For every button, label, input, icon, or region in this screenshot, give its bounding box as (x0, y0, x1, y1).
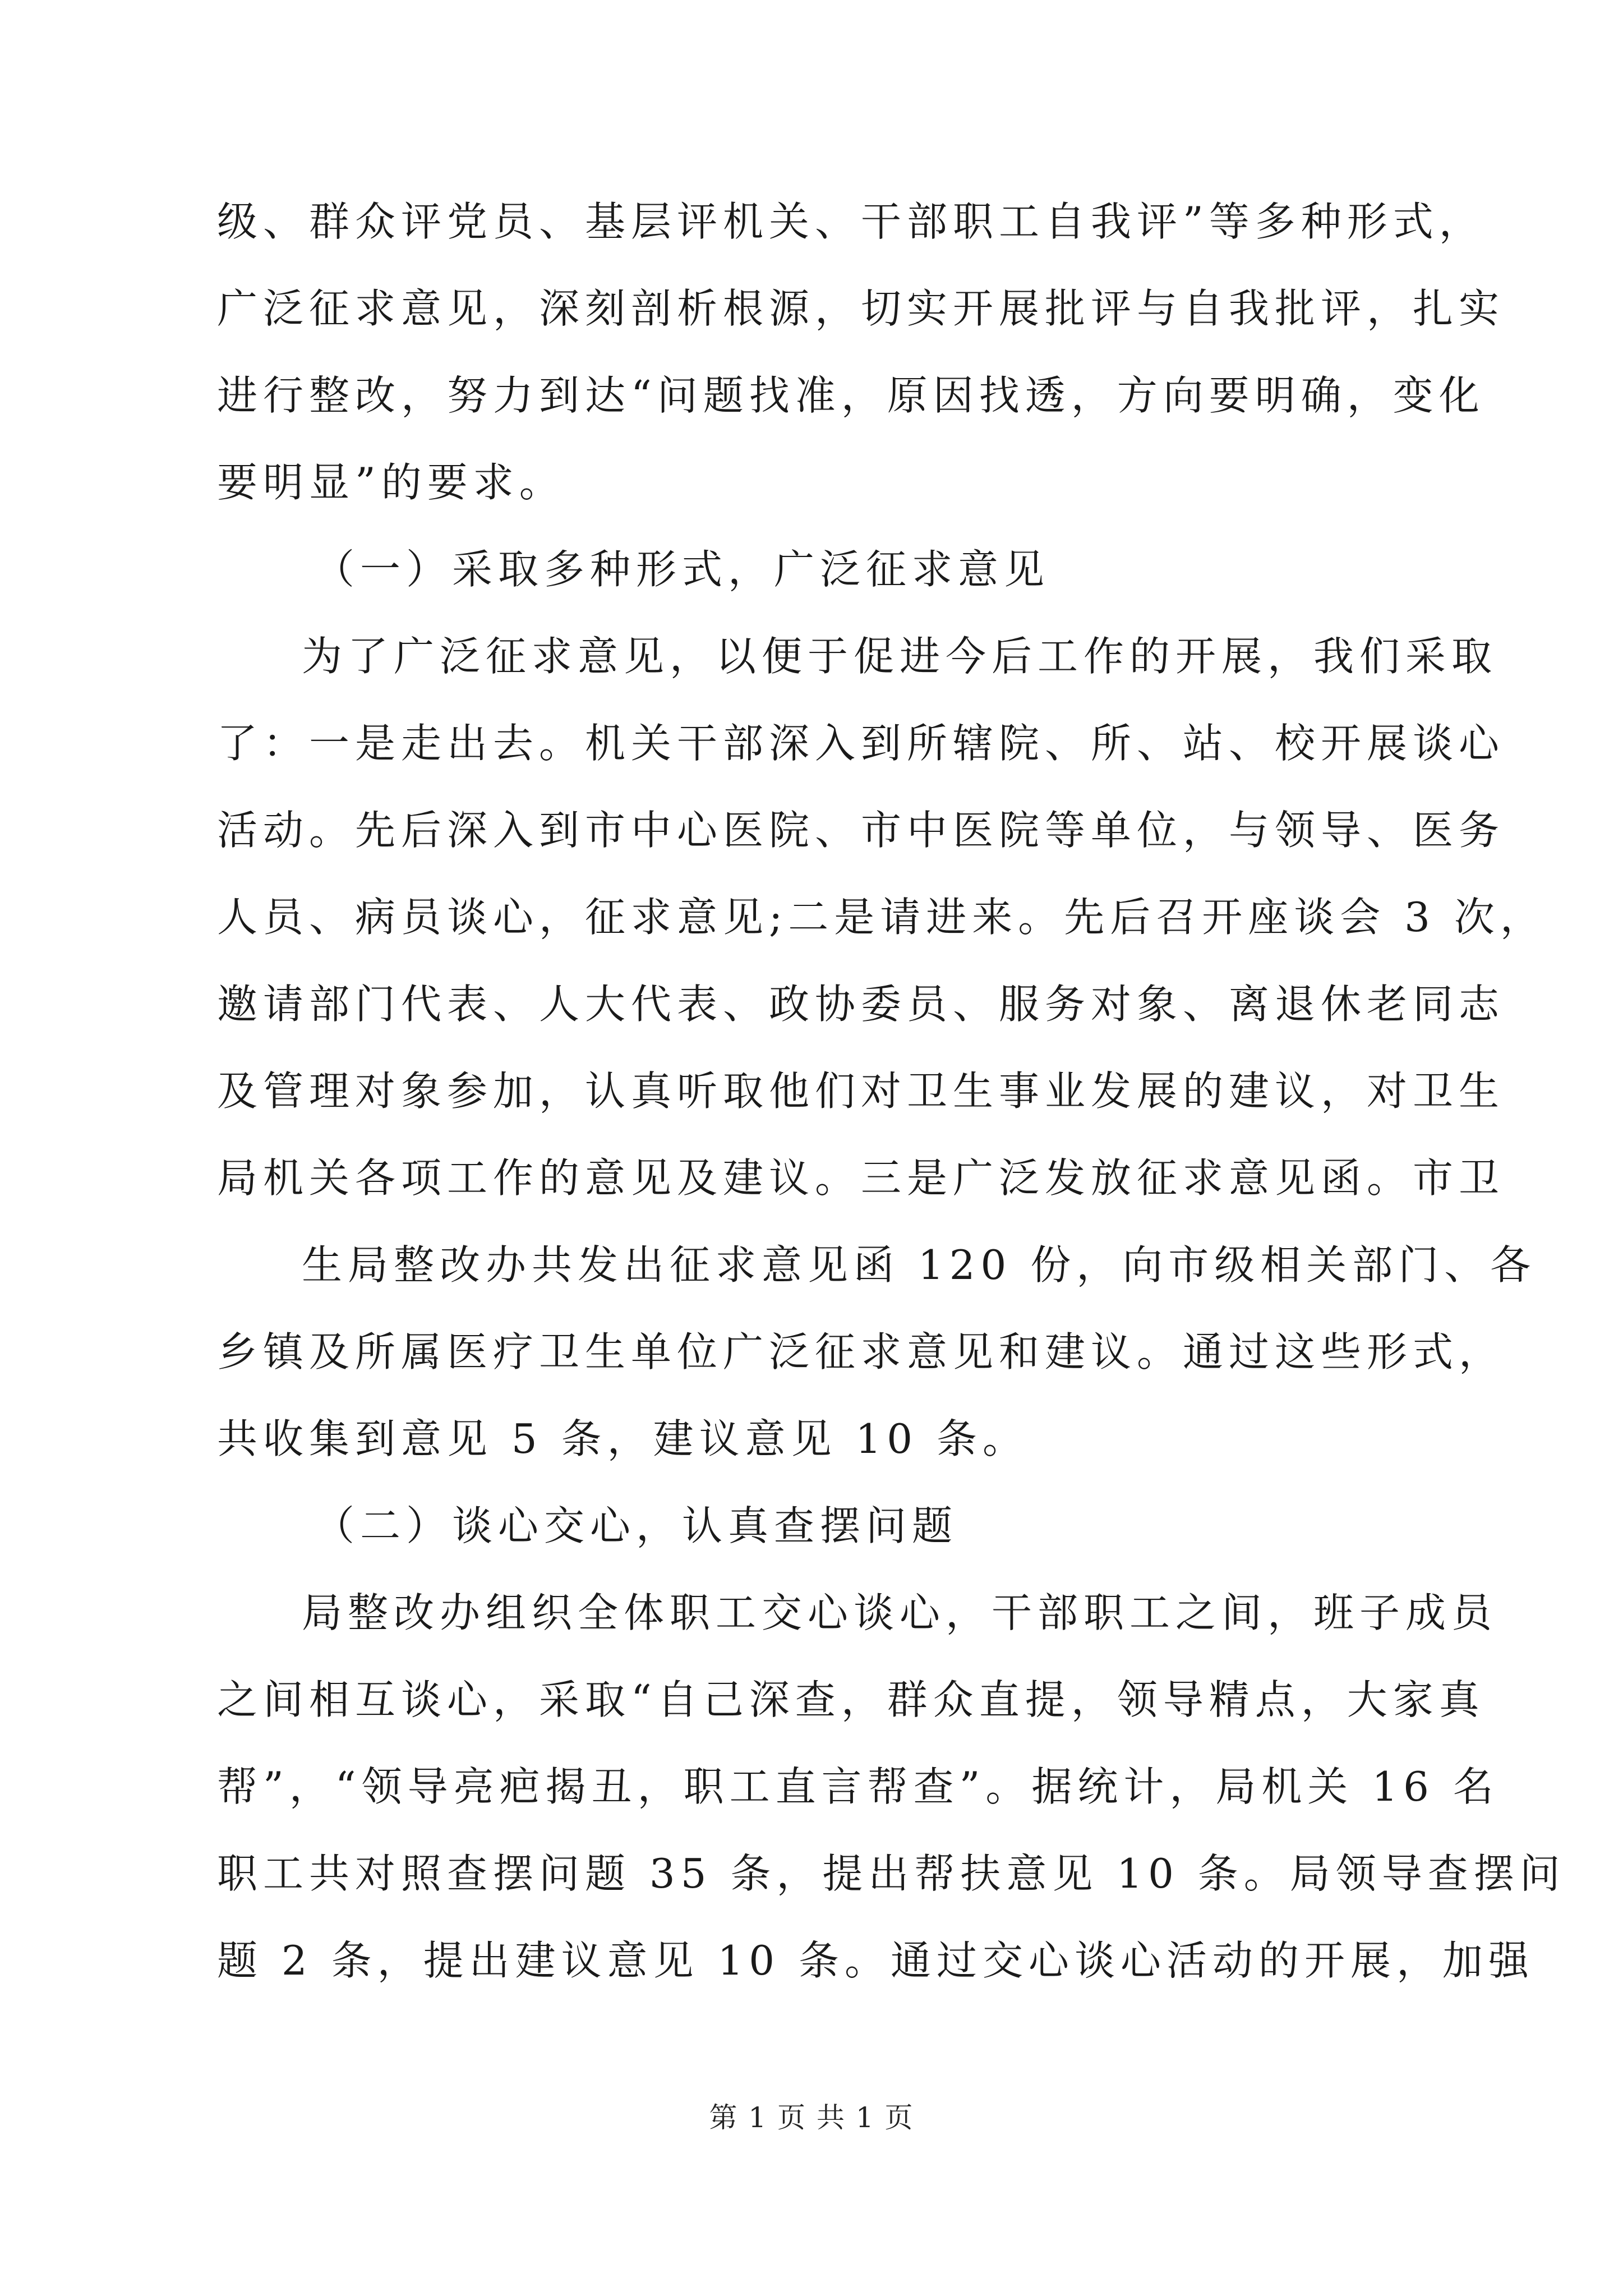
section-heading: （一）采取多种形式，广泛征求意见 (314, 546, 1050, 593)
page-footer: 第 1 页 共 1 页 (709, 2101, 914, 2134)
text-line: 局整改办组织全体职工交心谈心，干部职工之间，班子成员 (302, 1589, 1498, 1636)
text-line: 职工共对照查摆问题 35 条，提出帮扶意见 10 条。局领导查摆问 (217, 1850, 1566, 1897)
text-line: 生局整改办共发出征求意见函 120 份，向市级相关部门、各 (302, 1241, 1537, 1289)
text-line: 邀请部门代表、人大代表、政协委员、服务对象、离退休老同志 (217, 981, 1505, 1028)
text-line: 乡镇及所属医疗卫生单位广泛征求意见和建议。通过这些形式， (217, 1328, 1505, 1375)
text-line: 人员、病员谈心，征求意见;二是请进来。先后召开座谈会 3 次， (217, 894, 1546, 941)
text-line: 级、群众评党员、基层评机关、干部职工自我评”等多种形式， (217, 198, 1485, 245)
text-line: 进行整改，努力到达“问题找准，原因找透，方向要明确，变化 (217, 372, 1485, 419)
text-line: 之间相互谈心，采取“自己深查，群众直提，领导精点，大家真 (217, 1676, 1485, 1723)
text-line: 了：一是走出去。机关干部深入到所辖院、所、站、校开展谈心 (217, 720, 1505, 767)
text-line: 帮”，“领导亮疤揭丑，职工直言帮查”。据统计，局机关 16 名 (217, 1763, 1499, 1810)
text-line: 活动。先后深入到市中心医院、市中医院等单位，与领导、医务 (217, 807, 1505, 854)
section-heading: （二）谈心交心，认真查摆问题 (314, 1502, 958, 1549)
text-line: 局机关各项工作的意见及建议。三是广泛发放征求意见函。市卫 (217, 1154, 1505, 1202)
text-line: 及管理对象参加，认真听取他们对卫生事业发展的建议，对卫生 (217, 1068, 1505, 1115)
text-line: 要明显”的要求。 (217, 459, 565, 506)
text-line: 广泛征求意见，深刻剖析根源，切实开展批评与自我批评，扎实 (217, 285, 1505, 332)
text-line: 共收集到意见 5 条，建议意见 10 条。 (217, 1415, 1029, 1462)
text-line: 题 2 条，提出建议意见 10 条。通过交心谈心活动的开展，加强 (217, 1937, 1534, 1984)
text-line: 为了广泛征求意见，以便于促进今后工作的开展，我们采取 (302, 633, 1498, 680)
